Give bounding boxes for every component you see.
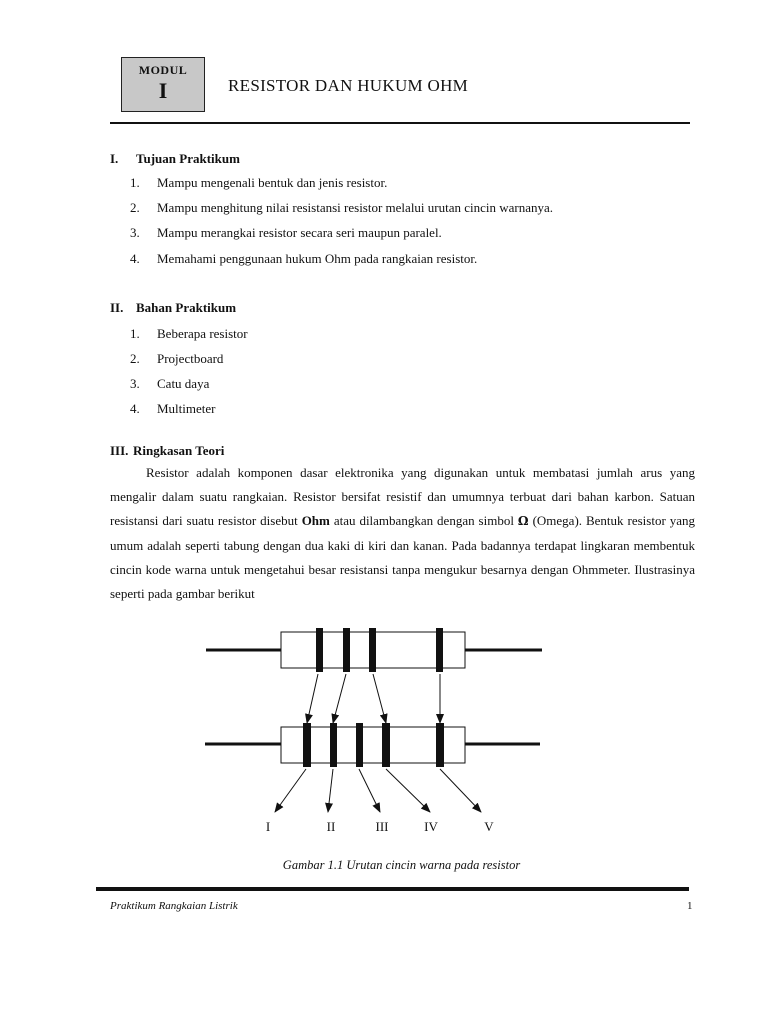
- section-title: Bahan Praktikum: [136, 300, 237, 315]
- list-item: [130, 200, 553, 216]
- omega-symbol: Ω: [517, 514, 529, 529]
- section-title: Tujuan Praktikum: [136, 151, 240, 166]
- list-item-number: 4.: [130, 251, 140, 266]
- section-number: III.: [110, 443, 129, 458]
- theory-text-2: atau dilambangkan dengan simbol: [329, 513, 518, 529]
- modul-label: MODUL: [138, 63, 188, 77]
- list-item-text: Catu daya: [157, 376, 210, 391]
- label-arrow: [359, 769, 380, 812]
- resistor-diagram: [0, 610, 768, 850]
- list-item-text: Beberapa resistor: [157, 326, 248, 341]
- label-arrow: [328, 769, 333, 812]
- header-divider: [110, 122, 690, 124]
- figure-caption: Gambar 1.1 Urutan cincin warna pada resistor: [282, 858, 521, 872]
- color-band: [356, 723, 363, 767]
- list-item: [130, 251, 477, 267]
- label-arrow: [440, 769, 481, 812]
- list-item-number: 1.: [130, 175, 140, 190]
- theory-paragraph: [110, 461, 695, 606]
- section-heading-bahan: [110, 300, 236, 316]
- section-number: II.: [110, 300, 124, 315]
- footer-divider: [96, 887, 689, 891]
- color-band: [330, 723, 337, 767]
- theory-text-1: Resistor adalah komponen dasar elektronika yang digunakan untuk membatasi jumlah arus yang mengalir dalam suatu rangkaian. Resistor bersifat resistif dan umumnya terbuat dari bahan karbon. Satuan resistansi dari suatu resistor disebut: [110, 465, 695, 529]
- modul-number: I: [158, 78, 168, 103]
- theory-text-3: (Omega). Bentuk resistor yang umum adalah seperti tabung dengan dua kaki di kiri dan kanan. Pada badannya terdapat lingkaran membentuk cincin kode warna untuk mengetahui besar resistansi tanpa mengukur besarnya dengan Ohmmeter. Ilustrasinya seperti pada gambar berikut: [110, 513, 696, 602]
- color-band: [436, 723, 444, 767]
- list-item-number: 2.: [130, 200, 140, 215]
- section-title: Ringkasan Teori: [133, 443, 225, 458]
- section-heading-tujuan: [110, 151, 240, 167]
- list-item: [130, 401, 216, 417]
- ring-label: V: [484, 819, 494, 834]
- list-item: [130, 175, 387, 191]
- section-heading-ringkasan: [110, 443, 224, 459]
- list-item: [130, 351, 223, 367]
- color-band: [303, 723, 311, 767]
- list-item-text: Projectboard: [157, 351, 224, 366]
- label-arrow: [386, 769, 430, 812]
- ring-label: II: [326, 819, 336, 834]
- page-number: 1: [687, 900, 693, 912]
- ohm-term: Ohm: [301, 513, 330, 529]
- color-band: [436, 628, 443, 672]
- list-item: [130, 225, 442, 241]
- ring-label: IV: [424, 819, 438, 834]
- color-band: [382, 723, 390, 767]
- modul-badge: [121, 57, 205, 112]
- color-band: [369, 628, 376, 672]
- list-item-text: Memahami penggunaan hukum Ohm pada rangkaian resistor.: [157, 251, 478, 266]
- list-item-number: 3.: [130, 376, 140, 391]
- list-item-text: Mampu menghitung nilai resistansi resistor melalui urutan cincin warnanya.: [157, 200, 554, 215]
- band-arrow: [333, 674, 346, 723]
- band-arrow: [373, 674, 386, 723]
- ring-label: I: [265, 819, 271, 834]
- list-item-number: 3.: [130, 225, 140, 240]
- list-item-number: 2.: [130, 351, 140, 366]
- list-item: [130, 326, 248, 342]
- ring-label: III: [375, 819, 389, 834]
- footer-title: Praktikum Rangkaian Listrik: [110, 900, 238, 912]
- color-band: [343, 628, 350, 672]
- list-item-text: Mampu mengenali bentuk dan jenis resistor.: [157, 175, 388, 190]
- list-item-number: 4.: [130, 401, 140, 416]
- list-item-text: Mampu merangkai resistor secara seri maupun paralel.: [157, 225, 442, 240]
- color-band: [316, 628, 323, 672]
- list-item: [130, 376, 209, 392]
- list-item-number: 1.: [130, 326, 140, 341]
- page-title: RESISTOR DAN HUKUM OHM: [228, 76, 469, 95]
- section-number: I.: [110, 151, 119, 166]
- band-arrow: [307, 674, 318, 723]
- list-item-text: Multimeter: [157, 401, 216, 416]
- label-arrow: [275, 769, 306, 812]
